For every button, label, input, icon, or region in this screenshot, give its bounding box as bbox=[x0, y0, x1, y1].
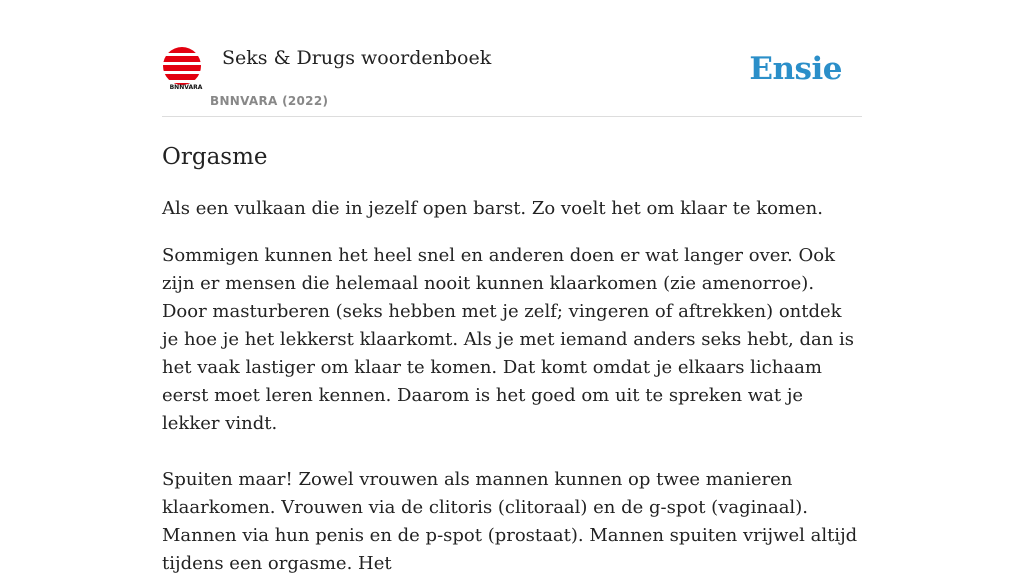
entry-term: Orgasme bbox=[162, 144, 268, 170]
bnnvara-logo-icon bbox=[162, 46, 202, 90]
ensie-logo[interactable]: Ensie bbox=[749, 51, 842, 87]
svg-text:BNNVARA: BNNVARA bbox=[169, 84, 203, 91]
page bbox=[162, 0, 862, 574]
header bbox=[162, 0, 862, 117]
publisher-label: BNNVARA (2022) bbox=[210, 94, 329, 108]
entry-intro: Als een vulkaan die in jezelf open barst. Zo voelt het om klaar te komen. bbox=[162, 198, 823, 219]
bnnvara-logo[interactable] bbox=[162, 46, 202, 90]
entry-body: Sommigen kunnen het heel snel en anderen doen er wat langer over. Ook zijn er mensen die helemaal nooit kunnen klaarkomen (zie amenorroe). Door masturberen (seks hebben met je zelf; vingeren of aftrekken) ontdek je hoe je het lekkerst klaarkomt. Als je met iemand anders seks hebt, dan is het vaak lastiger om klaar te komen. Dat komt omdat je elkaars lichaam eerst moet leren kennen. Daarom is het goed om uit te spreken wat je lekker vindt. Spuiten maar! Zowel vrouwen als mannen kunnen op twee manieren klaarkomen. Vrouwen via de clitoris (clitoraal) en de g-spot (vaginaal). Mannen via hun penis en de p-spot (prostaat). Mannen spuiten vrijwel altijd tijdens een orgasme. Het bbox=[162, 245, 858, 574]
book-title[interactable]: Seks & Drugs woordenboek bbox=[222, 47, 492, 69]
